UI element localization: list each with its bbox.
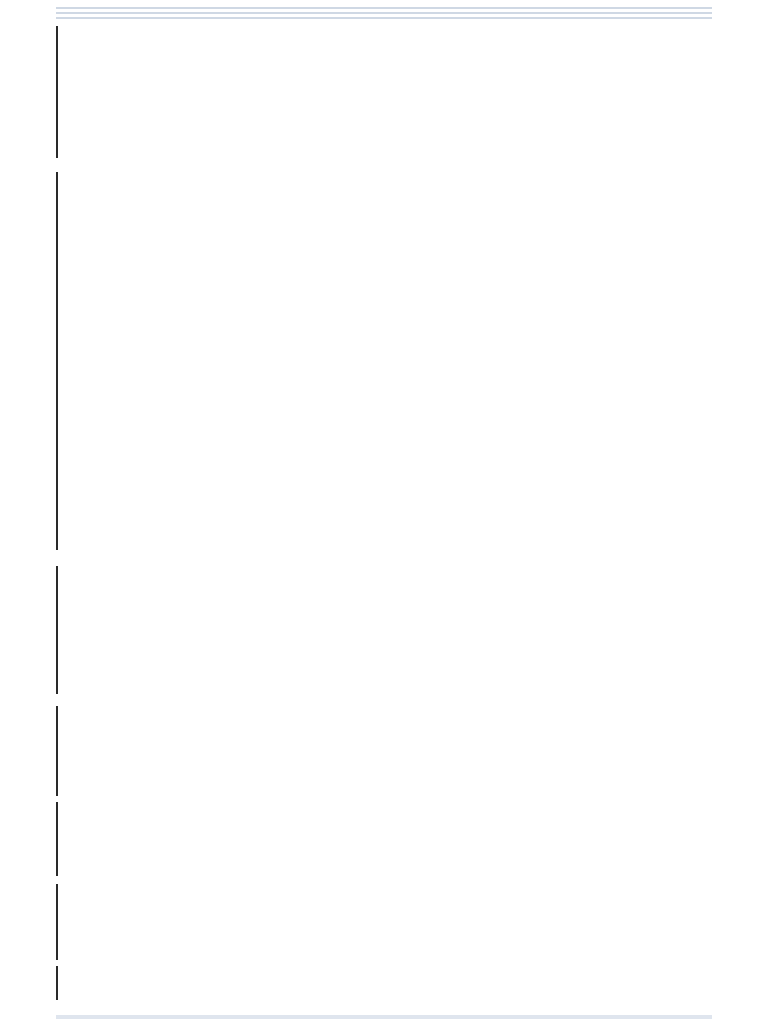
panel-3-grid (62, 578, 718, 694)
panel-6-grid (62, 896, 718, 960)
panel-7-grid (62, 978, 718, 1000)
panel-1-grid (62, 38, 718, 158)
title-strip (56, 4, 712, 24)
panel-7 (56, 966, 718, 1000)
panel-5-grid (62, 814, 718, 876)
panel-3 (56, 566, 718, 694)
panel-5 (56, 802, 718, 876)
panel-4-grid (62, 718, 718, 796)
panel-2 (56, 172, 718, 550)
footer-rule (56, 1015, 712, 1019)
panel-4 (56, 706, 718, 796)
panel-2-grid (62, 184, 718, 550)
panel-1 (56, 26, 718, 158)
panel-6 (56, 884, 718, 960)
